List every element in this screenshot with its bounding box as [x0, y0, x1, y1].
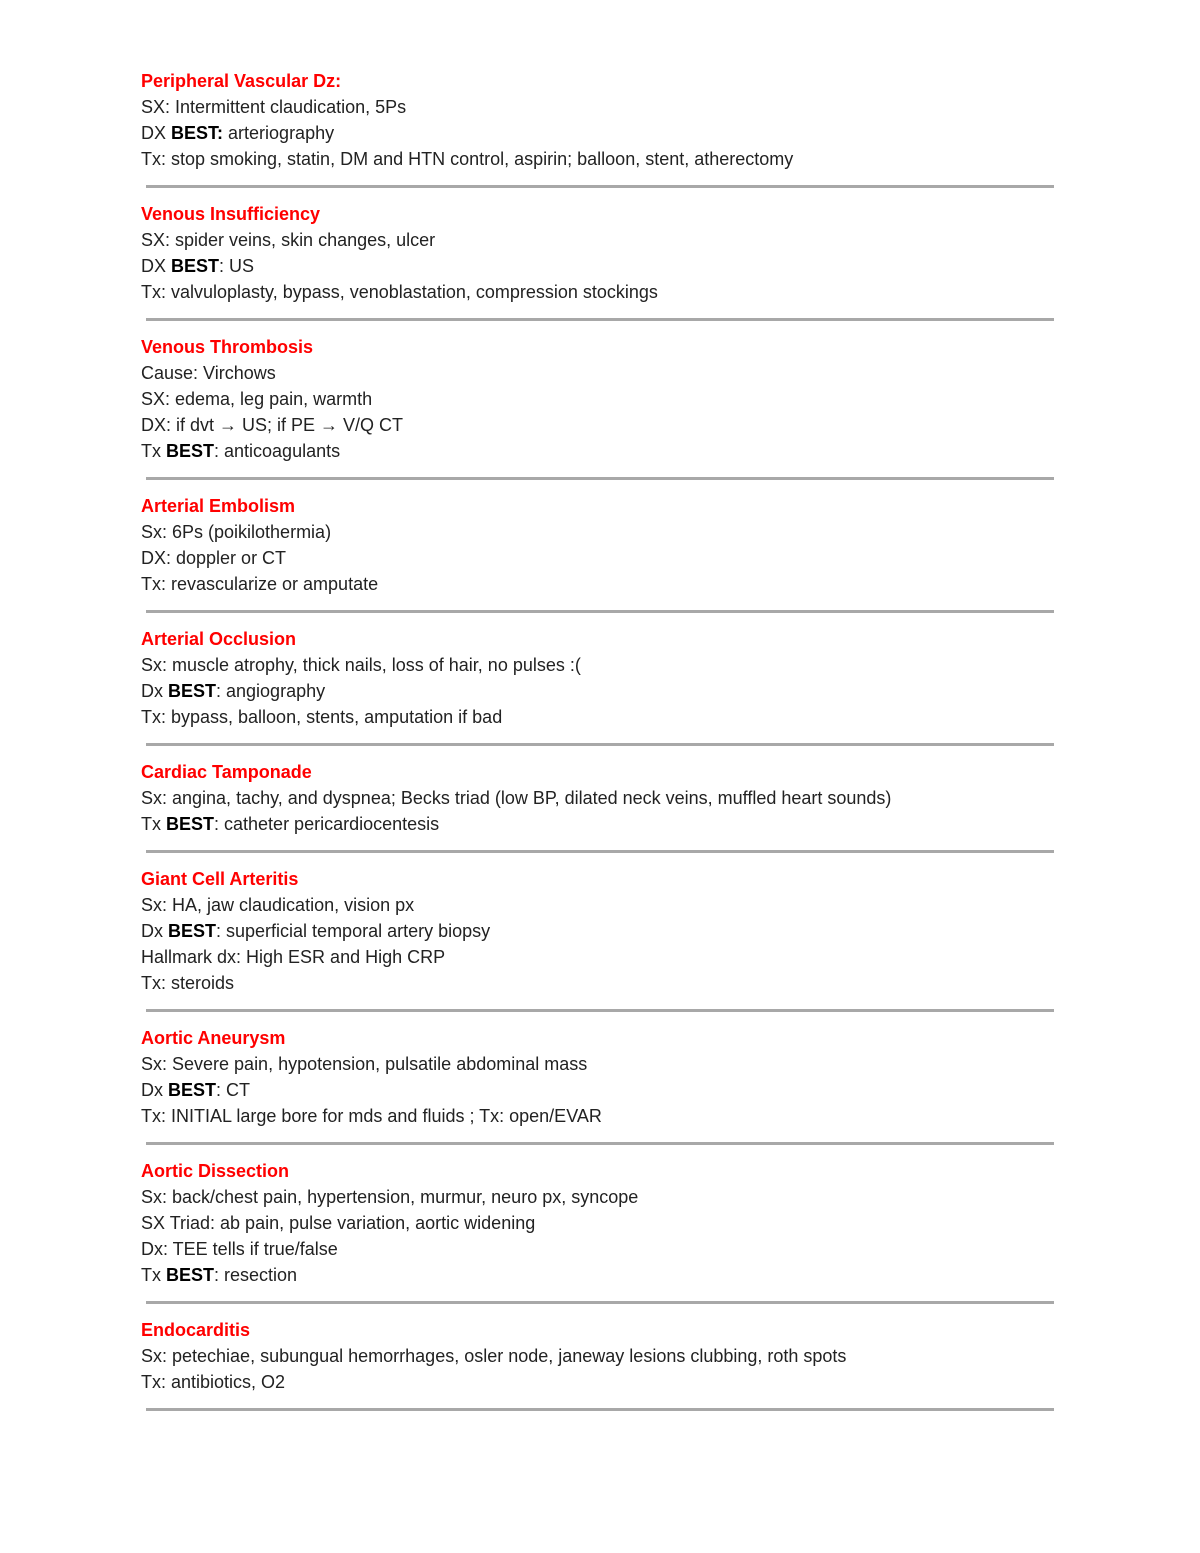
line-text: SX Triad: ab pain, pulse variation, aortic widening	[141, 1213, 536, 1233]
line-text: Tx: valvuloplasty, bypass, venoblastation, compression stockings	[141, 282, 658, 302]
line-text: DX: doppler or CT	[141, 548, 287, 568]
section-heading: Arterial Embolism	[141, 496, 296, 516]
note-line	[141, 227, 1061, 253]
line-text-suffix: : anticoagulants	[214, 441, 341, 461]
note-line	[141, 1210, 1061, 1236]
section-divider	[146, 477, 1054, 480]
section-divider	[146, 185, 1054, 188]
line-text: Sx: HA, jaw claudication, vision px	[141, 895, 415, 915]
line-text: Dx: TEE tells if true/false	[141, 1239, 338, 1259]
line-text-suffix: : angiography	[216, 681, 326, 701]
line-text: Sx: angina, tachy, and dyspnea; Becks triad (low BP, dilated neck veins, muffled heart sounds)	[141, 788, 892, 808]
line-text: Cause: Virchows	[141, 363, 276, 383]
line-text: Tx	[141, 1265, 166, 1285]
line-text: SX: spider veins, skin changes, ulcer	[141, 230, 436, 250]
line-text: Tx	[141, 441, 166, 461]
note-line	[141, 1369, 1061, 1395]
line-text-suffix: : resection	[214, 1265, 298, 1285]
section-divider	[146, 1408, 1054, 1411]
note-line	[141, 678, 1061, 704]
section-heading: Endocarditis	[141, 1320, 251, 1340]
line-text: DX: if dvt → US; if PE → V/Q CT	[141, 415, 404, 435]
line-text: Tx: INITIAL large bore for mds and fluids ; Tx: open/EVAR	[141, 1106, 602, 1126]
note-section	[141, 626, 1061, 730]
line-text: Sx: Severe pain, hypotension, pulsatile abdominal mass	[141, 1054, 588, 1074]
note-line	[141, 811, 1061, 837]
line-text: Hallmark dx: High ESR and High CRP	[141, 947, 446, 967]
note-line	[141, 652, 1061, 678]
section-divider	[146, 1009, 1054, 1012]
line-text: Dx	[141, 681, 168, 701]
note-line	[141, 412, 1061, 438]
section-heading: Venous Insufficiency	[141, 204, 321, 224]
note-line	[141, 1343, 1061, 1369]
line-text-suffix: : CT	[216, 1080, 251, 1100]
line-text: SX: Intermittent claudication, 5Ps	[141, 97, 407, 117]
section-heading: Giant Cell Arteritis	[141, 869, 299, 889]
section-divider	[146, 1142, 1054, 1145]
line-text: Sx: muscle atrophy, thick nails, loss of hair, no pulses :(	[141, 655, 581, 675]
note-section	[141, 1025, 1061, 1129]
best-keyword: BEST:	[171, 123, 224, 143]
line-text-suffix: : superficial temporal artery biopsy	[216, 921, 491, 941]
section-heading: Cardiac Tamponade	[141, 762, 312, 782]
section-heading: Aortic Aneurysm	[141, 1028, 286, 1048]
note-line	[141, 386, 1061, 412]
note-line	[141, 944, 1061, 970]
line-text: SX: edema, leg pain, warmth	[141, 389, 373, 409]
line-text: DX	[141, 256, 172, 276]
best-keyword: BEST	[166, 814, 215, 834]
note-section	[141, 1158, 1061, 1288]
line-text: Sx: 6Ps (poikilothermia)	[141, 522, 332, 542]
note-line	[141, 785, 1061, 811]
note-line	[141, 970, 1061, 996]
section-heading: Aortic Dissection	[141, 1161, 290, 1181]
line-text: Sx: petechiae, subungual hemorrhages, osler node, janeway lesions clubbing, roth spots	[141, 1346, 847, 1366]
line-text: DX	[141, 123, 172, 143]
section-heading: Peripheral Vascular Dz:	[141, 71, 342, 91]
line-text: Dx	[141, 1080, 168, 1100]
best-keyword: BEST	[171, 256, 220, 276]
note-line	[141, 1103, 1061, 1129]
line-text: Tx: antibiotics, O2	[141, 1372, 286, 1392]
note-section	[141, 334, 1061, 464]
note-line	[141, 120, 1061, 146]
best-keyword: BEST	[166, 1265, 215, 1285]
note-line	[141, 1262, 1061, 1288]
note-line	[141, 545, 1061, 571]
note-line	[141, 1236, 1061, 1262]
line-text-suffix: : catheter pericardiocentesis	[214, 814, 440, 834]
best-keyword: BEST	[168, 681, 217, 701]
note-line	[141, 279, 1061, 305]
note-line	[141, 360, 1061, 386]
note-line	[141, 1077, 1061, 1103]
line-text: Tx: stop smoking, statin, DM and HTN control, aspirin; balloon, stent, atherectomy	[141, 149, 794, 169]
document-body	[141, 68, 1061, 1424]
note-line	[141, 438, 1061, 464]
line-text: Tx: revascularize or amputate	[141, 574, 379, 594]
line-text: Dx	[141, 921, 168, 941]
line-text-suffix: arteriography	[223, 123, 335, 143]
note-section	[141, 201, 1061, 305]
note-line	[141, 94, 1061, 120]
section-divider	[146, 743, 1054, 746]
best-keyword: BEST	[168, 921, 217, 941]
note-section	[141, 68, 1061, 172]
line-text: Tx: bypass, balloon, stents, amputation if bad	[141, 707, 503, 727]
note-section	[141, 1317, 1061, 1395]
note-line	[141, 253, 1061, 279]
note-section	[141, 759, 1061, 837]
note-line	[141, 519, 1061, 545]
note-line	[141, 1184, 1061, 1210]
note-line	[141, 146, 1061, 172]
note-section	[141, 493, 1061, 597]
line-text: Sx: back/chest pain, hypertension, murmur, neuro px, syncope	[141, 1187, 639, 1207]
note-section	[141, 866, 1061, 996]
section-heading: Arterial Occlusion	[141, 629, 297, 649]
section-divider	[146, 850, 1054, 853]
best-keyword: BEST	[168, 1080, 217, 1100]
note-line	[141, 892, 1061, 918]
section-divider	[146, 1301, 1054, 1304]
line-text: Tx	[141, 814, 166, 834]
note-line	[141, 918, 1061, 944]
line-text-suffix: : US	[219, 256, 255, 276]
line-text: Tx: steroids	[141, 973, 235, 993]
best-keyword: BEST	[166, 441, 215, 461]
section-heading: Venous Thrombosis	[141, 337, 314, 357]
note-line	[141, 571, 1061, 597]
section-divider	[146, 610, 1054, 613]
note-line	[141, 1051, 1061, 1077]
section-divider	[146, 318, 1054, 321]
note-line	[141, 704, 1061, 730]
